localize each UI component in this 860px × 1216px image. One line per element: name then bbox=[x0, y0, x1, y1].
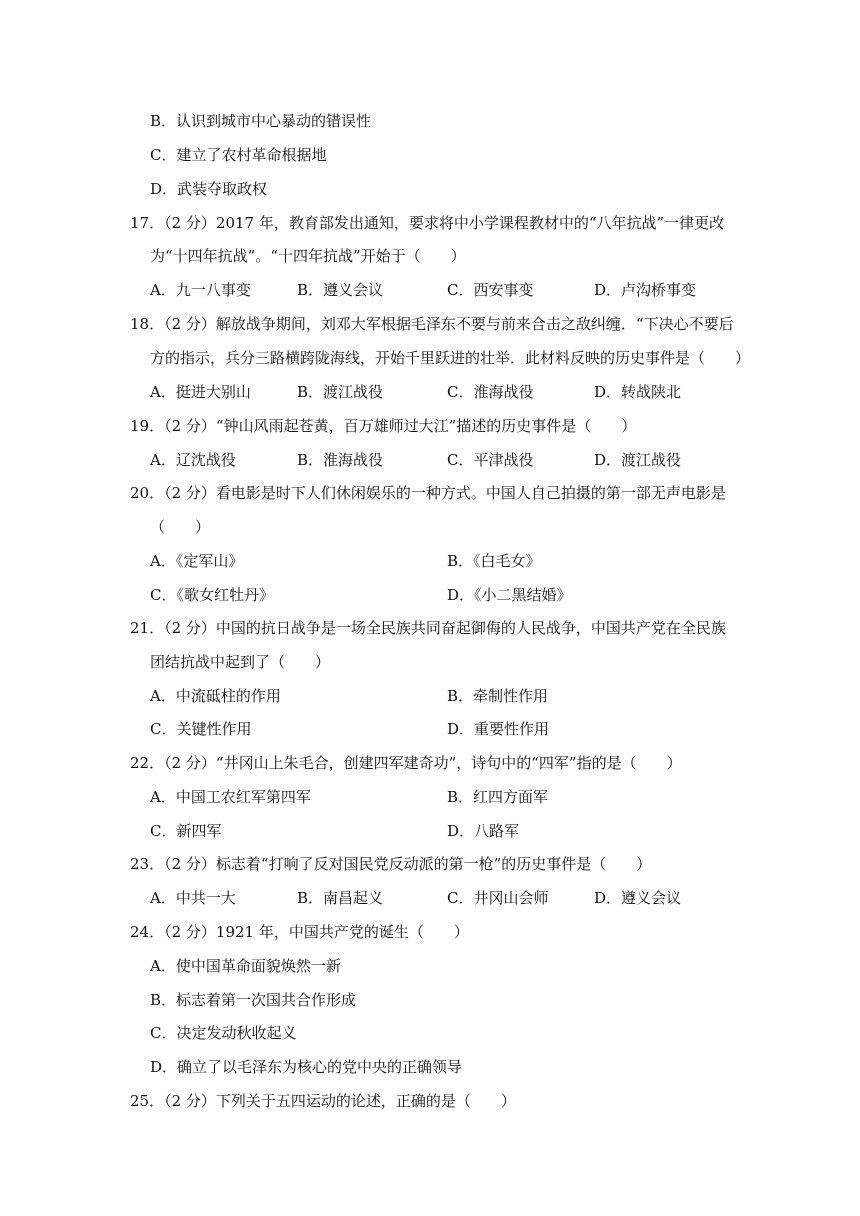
q22-stem-line1: 22．（2 分）“井冈山上朱毛合，创建四军建奇功”，诗句中的“四军”指的是（ ） bbox=[130, 754, 682, 772]
q18-option-d: D．转战陕北 bbox=[594, 383, 682, 401]
q16-option-d: D．武装夺取政权 bbox=[150, 180, 268, 198]
q24-option-a: A．使中国革命面貌焕然一新 bbox=[150, 957, 341, 975]
q23-stem-line1: 23．（2 分）标志着“打响了反对国民党反动派的第一枪”的历史事件是（ ） bbox=[130, 855, 652, 873]
q25-stem-line1: 25．（2 分）下列关于五四运动的论述，正确的是（ ） bbox=[130, 1092, 516, 1110]
q19-option-a: A．辽沈战役 bbox=[150, 451, 236, 469]
q18-option-a: A．挺进大别山 bbox=[150, 383, 251, 401]
q23-option-b: B．南昌起义 bbox=[297, 889, 384, 907]
q20-option-b: B．《白毛女》 bbox=[447, 552, 541, 570]
q18-stem-line2: 方的指示，兵分三路横跨陇海线，开始千里跃进的壮举．此材料反映的历史事件是（ ） bbox=[150, 349, 751, 367]
q18-option-b: B．渡江战役 bbox=[297, 383, 384, 401]
q23-option-d: D．遵义会议 bbox=[594, 889, 682, 907]
q22-option-c: C．新四军 bbox=[150, 822, 222, 840]
q21-option-c: C．关键性作用 bbox=[150, 720, 252, 738]
q16-option-c: C．建立了农村革命根据地 bbox=[150, 146, 327, 164]
q21-option-a: A．中流砥柱的作用 bbox=[150, 687, 281, 705]
q23-option-c: C．井冈山会师 bbox=[447, 889, 549, 907]
q23-option-a: A．中共一大 bbox=[150, 889, 236, 907]
q22-option-b: B．红四方面军 bbox=[447, 788, 549, 806]
q17-option-d: D．卢沟桥事变 bbox=[594, 281, 697, 299]
q17-option-a: A．九一八事变 bbox=[150, 281, 251, 299]
q24-option-c: C．决定发动秋收起义 bbox=[150, 1024, 297, 1042]
q24-option-b: B．标志着第一次国共合作形成 bbox=[150, 991, 357, 1009]
q20-option-a: A．《定军山》 bbox=[150, 552, 244, 570]
q24-option-d: D．确立了以毛泽东为核心的党中央的正确领导 bbox=[150, 1058, 463, 1076]
q16-option-b: B．认识到城市中心暴动的错误性 bbox=[150, 112, 372, 130]
q19-stem-line1: 19．（2 分）“钟山风雨起苍黄，百万雄师过大江”描述的历史事件是（ ） bbox=[130, 417, 637, 435]
q19-option-b: B．淮海战役 bbox=[297, 451, 384, 469]
q17-stem-line2: 为“十四年抗战”。“十四年抗战”开始于（ ） bbox=[150, 247, 466, 265]
q18-option-c: C．淮海战役 bbox=[447, 383, 534, 401]
q19-option-d: D．渡江战役 bbox=[594, 451, 682, 469]
q17-stem-line1: 17．（2 分）2017 年，教育部发出通知，要求将中小学课程教材中的“八年抗战”一律更改 bbox=[130, 214, 725, 232]
q21-stem-line2: 团结抗战中起到了（ ） bbox=[150, 653, 331, 671]
q17-option-c: C．西安事变 bbox=[447, 281, 534, 299]
q22-option-a: A．中国工农红军第四军 bbox=[150, 788, 311, 806]
q21-stem-line1: 21．（2 分）中国的抗日战争是一场全民族共同奋起御侮的人民战争，中国共产党在全民族 bbox=[130, 619, 726, 637]
q22-option-d: D．八路军 bbox=[447, 822, 520, 840]
q17-option-b: B．遵义会议 bbox=[297, 281, 384, 299]
q20-stem-line1: 20．（2 分）看电影是时下人们休闲娱乐的一种方式。中国人自己拍摄的第一部无声电影是 bbox=[130, 484, 726, 502]
q21-option-d: D．重要性作用 bbox=[447, 720, 550, 738]
q20-option-c: C．《歌女红牡丹》 bbox=[150, 586, 274, 604]
q20-stem-line2: （ ） bbox=[150, 518, 211, 536]
q24-stem-line1: 24．（2 分）1921 年，中国共产党的诞生（ ） bbox=[130, 923, 469, 941]
q18-stem-line1: 18．（2 分）解放战争期间，刘邓大军根据毛泽东不要与前来合击之敌纠缠．“下决心不要后 bbox=[130, 315, 734, 333]
q21-option-b: B．牵制性作用 bbox=[447, 687, 549, 705]
q19-option-c: C．平津战役 bbox=[447, 451, 534, 469]
q20-option-d: D．《小二黑结婚》 bbox=[447, 586, 572, 604]
